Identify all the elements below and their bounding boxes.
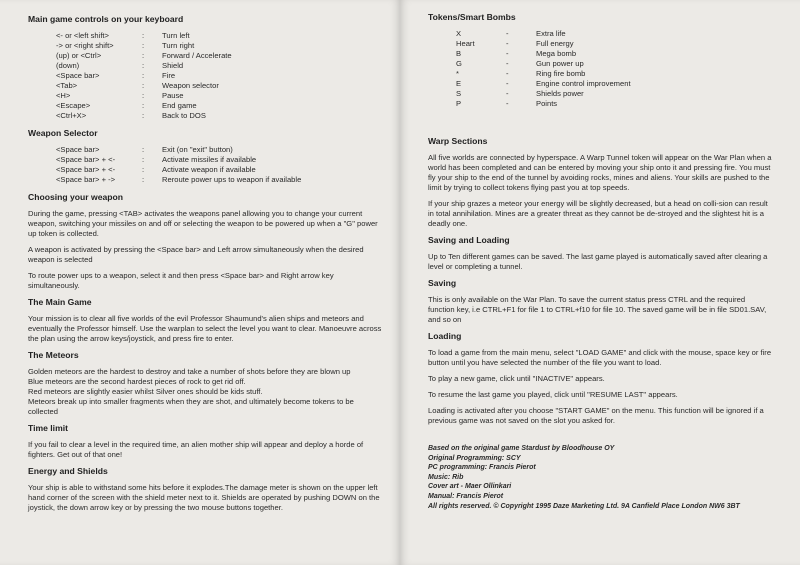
credit-line: Based on the original game Stardust by Bloodhouse OY: [428, 445, 615, 452]
key-description: Points: [536, 99, 558, 108]
key-label: E: [456, 79, 462, 88]
key-description: Exit (on "exit" button): [162, 145, 233, 154]
loading-heading: Loading: [428, 331, 462, 341]
key-description: Shield: [162, 61, 184, 70]
key-description: End game: [162, 101, 197, 110]
paragraph: Loading is activated after you choose "START GAME" on the menu. This function will be ignored if a previous game was not saved on the slot you asked for.: [428, 406, 764, 425]
key-row: [56, 61, 382, 71]
key-label: <Escape>: [56, 101, 91, 110]
paragraph: All five worlds are connected by hyperspace. A Warp Tunnel token will appear on the War Plan when a world has been completed and can be entered by moving your ship onto it and pressing fire. You must fly your ship to the end of the tunnel by avoiding rocks, mines and aliens. Your skills are pushed to the limit by trying to collect tokens flying past you at top speeds.: [428, 153, 772, 192]
separator: :: [142, 155, 145, 164]
separator: -: [506, 89, 509, 98]
key-description: Turn right: [162, 41, 195, 50]
separator: :: [142, 41, 145, 50]
separator: -: [506, 69, 509, 78]
paragraph: To route power ups to a weapon, select it and then press <Space bar> and Right arrow key simultaneously.: [28, 271, 334, 290]
key-row: [56, 81, 382, 91]
credit-line: Music: Rib: [428, 473, 464, 481]
paragraph: If you fail to clear a level in the required time, an alien mother ship will appear and deploy a horde of fighters. Get out of that one!: [28, 440, 364, 459]
weapon-selector-table: [56, 145, 382, 185]
key-label: <Space bar>: [56, 71, 100, 80]
key-row: [456, 99, 772, 109]
time-limit-heading: Time limit: [28, 423, 68, 433]
key-description: Forward / Accelerate: [162, 51, 232, 60]
key-description: Extra life: [536, 29, 566, 38]
key-row: [456, 69, 772, 79]
paragraph: A weapon is activated by pressing the <Space bar> and Left arrow simultaneously when the desired weapon is selected: [28, 245, 364, 264]
key-label: <Ctrl+X>: [56, 111, 87, 120]
separator: :: [142, 145, 145, 154]
key-row: [56, 165, 382, 175]
key-description: Turn left: [162, 31, 190, 40]
key-row: [56, 175, 382, 185]
paragraph: Up to Ten different games can be saved. The last game played is automatically saved after clearing a level or completing a tunnel.: [428, 252, 768, 271]
key-description: Ring fire bomb: [536, 69, 586, 78]
main-game-heading: The Main Game: [28, 297, 92, 307]
separator: :: [142, 101, 145, 110]
key-label: <Space bar> + <-: [56, 165, 116, 174]
controls-table: [56, 31, 382, 121]
meteors-heading: The Meteors: [28, 350, 79, 360]
key-label: <H>: [56, 91, 71, 100]
key-description: Fire: [162, 71, 176, 80]
key-description: Full energy: [536, 39, 574, 48]
key-row: [456, 79, 772, 89]
separator: :: [142, 31, 145, 40]
paragraph: During the game, pressing <TAB> activates the weapons panel allowing you to change your current weapon, switching your missiles on and off or selecting the weapon to be powered up when a "G" power up token is collected.: [28, 209, 378, 238]
credit-line: PC programming: Francis Pierot: [428, 464, 536, 472]
key-label: <Tab>: [56, 81, 78, 90]
key-row: [456, 49, 772, 59]
key-row: [56, 145, 382, 155]
key-label: -> or <right shift>: [56, 41, 114, 50]
separator: :: [142, 61, 145, 70]
credit-line: Cover art - Maer Ollinkari: [428, 483, 512, 491]
paragraph: If your ship grazes a meteor your energy will be slightly decreased, but a head on colli-sion can result in total annihilation. Mines are a greater threat as they cannot be de-stroyed and the slightest hit is a deadly one.: [428, 199, 768, 228]
paragraph: This is only available on the War Plan. To save the current status press CTRL and the required function key, i.e CTRL+F1 for file 1 to CTRL+f10 for file 10. The saved game will be in file SD01.SAV, and so on: [428, 295, 767, 324]
key-row: [56, 31, 382, 41]
key-description: Activate missiles if available: [162, 155, 257, 164]
key-row: [456, 39, 772, 49]
key-row: [56, 91, 382, 101]
key-label: (down): [56, 61, 80, 70]
credit-line: Original Programming: SCY: [428, 454, 521, 462]
key-label: <- or <left shift>: [56, 31, 109, 40]
paragraph: Golden meteors are the hardest to destroy and take a number of shots before they are blown up Blue meteors are the second hardest pieces of rock to get rid off. Red meteors are slightly easier whilst Silver ones should be kids stuff. Meteors break up into smaller fragments when they are shot, and ultimately become tokens to be collected: [28, 367, 354, 416]
choosing-weapon-heading: Choosing your weapon: [28, 192, 124, 202]
separator: :: [142, 51, 145, 60]
separator: :: [142, 71, 145, 80]
warp-heading: Warp Sections: [428, 136, 488, 146]
credit-line: Manual: Francis Pierot: [428, 492, 504, 500]
key-row: [56, 101, 382, 111]
key-row: [456, 89, 772, 99]
key-label: B: [456, 49, 462, 58]
paragraph: To resume the last game you played, click until "RESUME LAST" appears.: [428, 390, 678, 399]
key-description: Engine control improvement: [536, 79, 631, 88]
key-description: Back to DOS: [162, 111, 206, 120]
saving-loading-heading: Saving and Loading: [428, 235, 510, 245]
separator: -: [506, 29, 509, 38]
key-description: Reroute power ups to weapon if available: [162, 175, 302, 184]
key-row: [56, 111, 382, 121]
key-description: Pause: [162, 91, 184, 100]
key-label: Heart: [456, 39, 475, 48]
controls-heading: Main game controls on your keyboard: [28, 14, 184, 24]
key-label: X: [456, 29, 462, 38]
separator: :: [142, 111, 145, 120]
tokens-table: [456, 29, 772, 109]
key-description: Gun power up: [536, 59, 584, 68]
separator: -: [506, 59, 509, 68]
key-label: P: [456, 99, 462, 108]
separator: :: [142, 165, 145, 174]
key-row: [56, 41, 382, 51]
key-description: Shields power: [536, 89, 584, 98]
energy-shields-heading: Energy and Shields: [28, 466, 108, 476]
saving-heading: Saving: [428, 278, 457, 288]
key-description: Activate weapon if available: [162, 165, 256, 174]
key-label: <Space bar>: [56, 145, 100, 154]
key-label: <Space bar> + ->: [56, 175, 116, 184]
copyright-line: All rights reserved. © Copyright 1995 Daze Marketing Ltd. 9A Canfield Place London NW6 3BT: [428, 502, 740, 510]
separator: -: [506, 49, 509, 58]
key-label: <Space bar> + <-: [56, 155, 116, 164]
right-page: [400, 0, 800, 565]
paragraph: To load a game from the main menu, select "LOAD GAME" and click with the mouse, space key or fire button until you have selected the number of the file you want to load.: [428, 348, 772, 367]
key-row: [456, 29, 772, 39]
key-row: [56, 71, 382, 81]
separator: :: [142, 81, 145, 90]
key-row: [56, 155, 382, 165]
key-label: (up) or <Ctrl>: [56, 51, 102, 60]
credits-block: [428, 444, 772, 511]
paragraph: Your ship is able to withstand some hits before it explodes.The damage meter is shown on the upper left hand corner of the screen with the shield meter next to it. Shields are operated by pushing DOWN on the joystick, the down arrow key or by pressing the two mouse buttons together.: [28, 483, 380, 512]
separator: -: [506, 79, 509, 88]
key-row: [456, 59, 772, 69]
paragraph: Your mission is to clear all five worlds of the evil Professor Shaumund's alien ships and meteors and eventually the Professor himself. Use the warplan to select the level you want to clear. Manoeuvre across the plan using the arrow keys/joystick, and press fire to enter.: [28, 314, 382, 343]
separator: -: [506, 99, 509, 108]
key-row: [56, 51, 382, 61]
separator: :: [142, 175, 145, 184]
paragraph: To play a new game, click until "INACTIVE" appears.: [428, 374, 605, 383]
key-description: Mega bomb: [536, 49, 577, 58]
key-label: G: [456, 59, 462, 68]
key-description: Weapon selector: [162, 81, 219, 90]
separator: -: [506, 39, 509, 48]
tokens-heading: Tokens/Smart Bombs: [428, 12, 516, 22]
key-label: *: [456, 69, 459, 78]
separator: :: [142, 91, 145, 100]
key-label: S: [456, 89, 462, 98]
weapon-selector-heading: Weapon Selector: [28, 128, 98, 138]
